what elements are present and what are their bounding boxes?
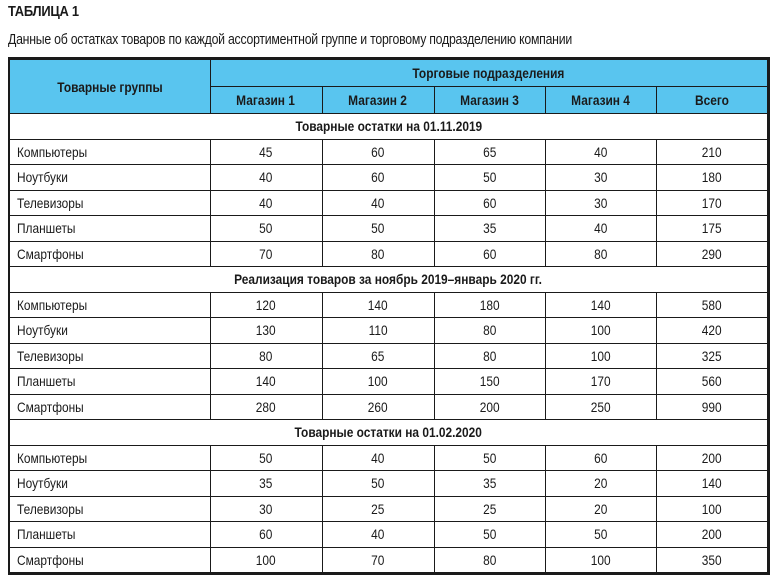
store-2-value: 100 (322, 369, 434, 395)
product-group-label: Телевизоры (10, 343, 210, 369)
header-total: Всего (656, 87, 767, 114)
store-4-value: 30 (545, 190, 656, 216)
store-3-value: 25 (434, 496, 545, 522)
table-row (10, 445, 767, 471)
store-3-value: 50 (434, 445, 545, 471)
total-value: 175 (656, 216, 767, 242)
store-2-value: 80 (322, 241, 434, 267)
store-4-value: 50 (545, 522, 656, 548)
store-3-value: 80 (434, 547, 545, 572)
product-group-label: Компьютеры (10, 445, 210, 471)
header-store-4: Магазин 4 (545, 87, 656, 114)
store-3-value: 35 (434, 471, 545, 497)
store-3-value: 150 (434, 369, 545, 395)
store-2-value: 50 (322, 216, 434, 242)
store-3-value: 60 (434, 241, 545, 267)
table-row (10, 165, 767, 191)
product-group-label: Планшеты (10, 369, 210, 395)
table-row (10, 522, 767, 548)
store-2-value: 140 (322, 292, 434, 318)
store-3-value: 35 (434, 216, 545, 242)
product-group-label: Смартфоны (10, 241, 210, 267)
table-caption-description: Данные об остатках товаров по каждой ассортиментной группе и торговому подразделению компании (8, 31, 572, 48)
store-4-value: 40 (545, 216, 656, 242)
store-3-value: 80 (434, 343, 545, 369)
table-row (10, 471, 767, 497)
header-store-3: Магазин 3 (434, 87, 545, 114)
store-3-value: 50 (434, 165, 545, 191)
store-1-value: 140 (210, 369, 322, 395)
store-4-value: 80 (545, 241, 656, 267)
table-row (10, 343, 767, 369)
store-2-value: 40 (322, 445, 434, 471)
store-4-value: 140 (545, 292, 656, 318)
total-value: 200 (656, 445, 767, 471)
table-body (10, 114, 767, 573)
store-2-value: 65 (322, 343, 434, 369)
table-row (10, 292, 767, 318)
store-3-value: 50 (434, 522, 545, 548)
total-value: 350 (656, 547, 767, 572)
store-1-value: 40 (210, 190, 322, 216)
section-header-row (10, 114, 767, 140)
section-title: Товарные остатки на 01.11.2019 (10, 114, 767, 140)
product-group-label: Ноутбуки (10, 165, 210, 191)
store-2-value: 60 (322, 165, 434, 191)
store-2-value: 260 (322, 394, 434, 420)
total-value: 420 (656, 318, 767, 344)
store-3-value: 65 (434, 139, 545, 165)
total-value: 325 (656, 343, 767, 369)
header-product-groups: Товарные группы (10, 60, 210, 114)
store-1-value: 120 (210, 292, 322, 318)
table-row (10, 394, 767, 420)
total-value: 210 (656, 139, 767, 165)
store-1-value: 100 (210, 547, 322, 572)
store-4-value: 100 (545, 318, 656, 344)
store-4-value: 250 (545, 394, 656, 420)
store-1-value: 35 (210, 471, 322, 497)
total-value: 180 (656, 165, 767, 191)
table-row (10, 241, 767, 267)
store-4-value: 20 (545, 471, 656, 497)
store-1-value: 45 (210, 139, 322, 165)
store-4-value: 100 (545, 343, 656, 369)
store-1-value: 50 (210, 216, 322, 242)
store-1-value: 30 (210, 496, 322, 522)
store-3-value: 180 (434, 292, 545, 318)
product-group-label: Ноутбуки (10, 471, 210, 497)
total-value: 200 (656, 522, 767, 548)
total-value: 140 (656, 471, 767, 497)
product-group-label: Планшеты (10, 522, 210, 548)
store-1-value: 130 (210, 318, 322, 344)
table-caption-number: ТАБЛИЦА 1 (8, 3, 79, 20)
total-value: 290 (656, 241, 767, 267)
table-row (10, 496, 767, 522)
store-3-value: 80 (434, 318, 545, 344)
header-trade-divisions: Торговые подразделения (210, 60, 767, 87)
store-1-value: 80 (210, 343, 322, 369)
store-2-value: 50 (322, 471, 434, 497)
store-2-value: 25 (322, 496, 434, 522)
inventory-table (10, 60, 767, 572)
total-value: 100 (656, 496, 767, 522)
total-value: 580 (656, 292, 767, 318)
table-row (10, 216, 767, 242)
store-1-value: 70 (210, 241, 322, 267)
total-value: 170 (656, 190, 767, 216)
product-group-label: Смартфоны (10, 394, 210, 420)
product-group-label: Компьютеры (10, 139, 210, 165)
store-2-value: 60 (322, 139, 434, 165)
product-group-label: Ноутбуки (10, 318, 210, 344)
store-4-value: 20 (545, 496, 656, 522)
inventory-table-container (8, 57, 770, 575)
store-1-value: 40 (210, 165, 322, 191)
header-store-2: Магазин 2 (322, 87, 434, 114)
store-1-value: 280 (210, 394, 322, 420)
section-title: Реализация товаров за ноябрь 2019–январь 2020 гг. (10, 267, 767, 293)
section-title: Товарные остатки на 01.02.2020 (10, 420, 767, 446)
table-row (10, 369, 767, 395)
section-header-row (10, 267, 767, 293)
total-value: 990 (656, 394, 767, 420)
store-4-value: 30 (545, 165, 656, 191)
product-group-label: Смартфоны (10, 547, 210, 572)
store-2-value: 70 (322, 547, 434, 572)
total-value: 560 (656, 369, 767, 395)
product-group-label: Компьютеры (10, 292, 210, 318)
store-2-value: 40 (322, 190, 434, 216)
store-4-value: 100 (545, 547, 656, 572)
store-2-value: 40 (322, 522, 434, 548)
store-2-value: 110 (322, 318, 434, 344)
table-header (10, 60, 767, 114)
header-store-1: Магазин 1 (210, 87, 322, 114)
store-3-value: 60 (434, 190, 545, 216)
store-4-value: 60 (545, 445, 656, 471)
store-4-value: 170 (545, 369, 656, 395)
store-1-value: 60 (210, 522, 322, 548)
product-group-label: Планшеты (10, 216, 210, 242)
section-header-row (10, 420, 767, 446)
store-4-value: 40 (545, 139, 656, 165)
store-3-value: 200 (434, 394, 545, 420)
table-row (10, 547, 767, 572)
table-row (10, 190, 767, 216)
store-1-value: 50 (210, 445, 322, 471)
product-group-label: Телевизоры (10, 190, 210, 216)
table-row (10, 139, 767, 165)
product-group-label: Телевизоры (10, 496, 210, 522)
table-row (10, 318, 767, 344)
